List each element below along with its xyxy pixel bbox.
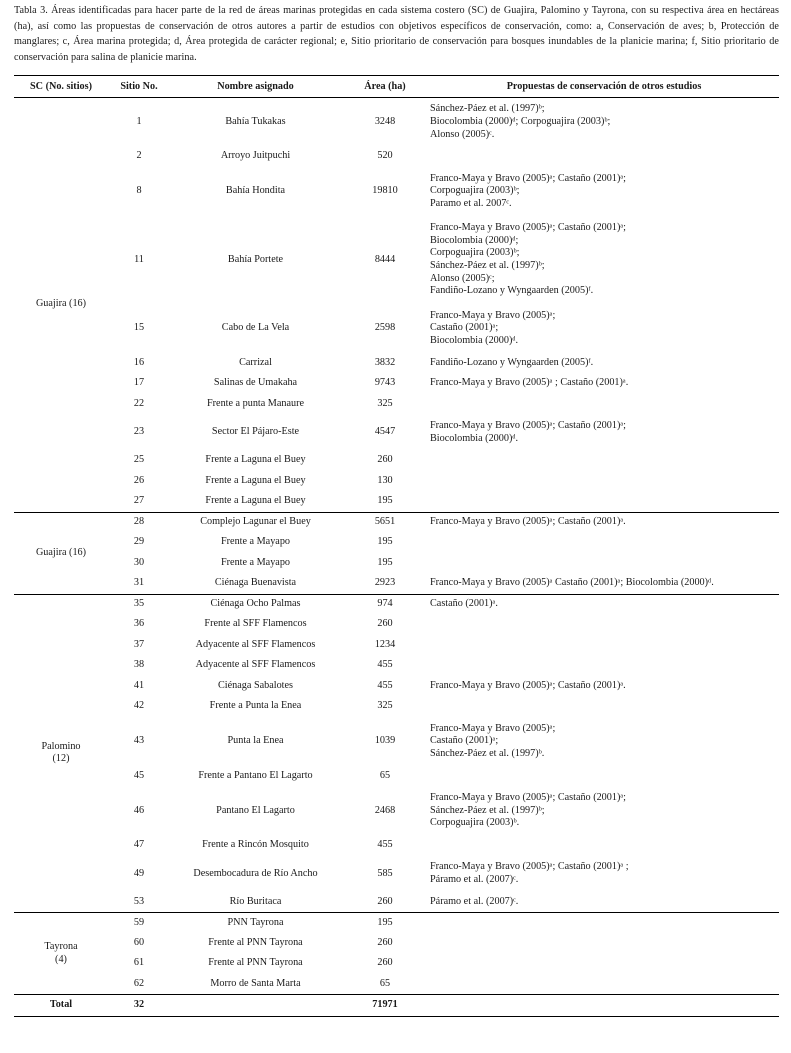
site-number: 61	[133, 957, 145, 969]
site-number: 41	[133, 679, 145, 691]
site-number: 27	[133, 495, 145, 507]
system-cell: Guajira (16)	[35, 298, 87, 310]
proposals-cell	[429, 98, 779, 147]
site-area: 1234	[374, 638, 396, 650]
table-row	[14, 512, 779, 533]
site-area: 455	[377, 679, 393, 691]
proposals-cell	[429, 933, 779, 954]
proposals-cell	[429, 471, 779, 492]
proposal-line: Franco-Maya y Bravo (2005)ᵃ ; Castaño (2001)ᵃ.	[430, 377, 629, 389]
system-count: (12)	[52, 753, 70, 765]
site-area: 19810	[372, 185, 398, 197]
table-row	[14, 167, 779, 216]
proposals-cell	[429, 374, 779, 395]
site-name: Frente a punta Manaure	[206, 397, 305, 409]
site-name: Sector El Pájaro-Este	[211, 426, 300, 438]
site-name: Frente a Mayapo	[220, 556, 291, 568]
table-row	[14, 933, 779, 954]
site-name: Ciénaga Sabalotes	[218, 679, 293, 691]
total-label: Total	[14, 995, 108, 1017]
site-area: 260	[377, 618, 393, 630]
proposals-cell	[429, 766, 779, 787]
proposal-line: Corpoguajira (2003)ᵇ;	[430, 247, 520, 259]
table-row	[14, 676, 779, 697]
site-name: Frente a Punta la Enea	[209, 700, 302, 712]
site-number: 31	[133, 577, 145, 589]
proposals-cell	[429, 451, 779, 472]
site-name: Bahía Hondita	[225, 185, 286, 197]
table-row	[14, 471, 779, 492]
site-number: 17	[133, 377, 145, 389]
site-number: 1	[136, 115, 142, 127]
site-name: Frente a Laguna el Buey	[205, 474, 306, 486]
site-area: 3248	[374, 115, 396, 127]
site-name: Cabo de La Vela	[221, 322, 290, 334]
site-area: 65	[379, 769, 391, 781]
site-area: 520	[377, 150, 393, 162]
site-number: 43	[133, 735, 145, 747]
site-name: Frente a Rincón Mosquito	[202, 839, 309, 851]
site-area: 195	[377, 495, 393, 507]
table-row	[14, 954, 779, 975]
site-number: 62	[133, 977, 145, 989]
table-row	[14, 766, 779, 787]
table-caption: Tabla 3. Áreas identificadas para hacer parte de la red de áreas marinas protegidas en cada sistema costero (SC) de Guajira, Palomino y Tayrona, con su respectiva área en hectáreas (ha), así como las propuestas de conservación de otros autores a partir de estudios con objetivos específicos de conservación, como: a, Conservación de aves; b, Protección de manglares; c, Área marina protegida; d, Área protegida de carácter regional; e, Sitio prioritario de conservación para bosques inundables de la planicie marina; f, Sitio prioritario de conservación para salina de planicie marina.	[14, 5, 779, 63]
proposal-line: Castaño (2001)ᵃ;	[430, 322, 499, 334]
site-number: 16	[133, 356, 145, 368]
site-number: 49	[133, 867, 145, 879]
proposal-line: Alonso (2005)ᶜ.	[430, 128, 495, 140]
site-name: Frente a Laguna el Buey	[205, 454, 306, 466]
proposals-cell	[429, 974, 779, 995]
header-name: Nombre asignado	[170, 76, 341, 98]
site-name: Desembocadura de Río Ancho	[193, 867, 318, 879]
proposals-cell	[429, 615, 779, 636]
site-number: 42	[133, 700, 145, 712]
proposals-cell	[429, 892, 779, 913]
header-sc: SC (No. sitios)	[14, 76, 108, 98]
site-number: 25	[133, 454, 145, 466]
proposals-cell	[429, 415, 779, 451]
site-number: 37	[133, 638, 145, 650]
proposal-line: Corpoguajira (2003)ᵇ;	[430, 185, 520, 197]
site-name: PNN Tayrona	[170, 913, 341, 934]
proposal-line: Franco-Maya y Bravo (2005)ᵃ; Castaño (2001)ᵃ.	[430, 516, 626, 528]
site-area: 5651	[341, 512, 429, 533]
table-row	[14, 374, 779, 395]
proposal-line: Biocolombia (2000)ᵈ;	[430, 234, 519, 246]
table-row	[14, 574, 779, 595]
total-empty-cell	[170, 995, 341, 1017]
proposals-cell	[429, 717, 779, 766]
site-area: 195	[377, 556, 393, 568]
table-row	[14, 492, 779, 513]
site-area: 260	[377, 454, 393, 466]
site-number: 2	[136, 150, 142, 162]
site-name: Pantano El Lagarto	[216, 804, 295, 816]
site-area: 260	[377, 895, 393, 907]
proposal-line: Corpoguajira (2003)ᵇ.	[430, 817, 520, 829]
site-area: 455	[377, 659, 393, 671]
proposal-line: Franco-Maya y Bravo (2005)ᵃ;	[430, 722, 556, 734]
site-area: 2468	[374, 804, 396, 816]
table-row	[14, 216, 779, 304]
site-name: Salinas de Umakaha	[213, 377, 298, 389]
site-number: 47	[133, 839, 145, 851]
table-row	[14, 98, 779, 147]
system-count: (4)	[55, 953, 67, 965]
table-row	[14, 974, 779, 995]
proposals-cell	[429, 836, 779, 857]
table-row	[14, 451, 779, 472]
header-site-no: Sitio No.	[108, 76, 170, 98]
site-area: 9743	[374, 377, 396, 389]
site-number: 11	[134, 253, 144, 265]
proposals-cell	[429, 656, 779, 677]
site-number: 45	[133, 769, 145, 781]
table-row	[14, 717, 779, 766]
site-number: 22	[133, 397, 145, 409]
site-number: 28	[108, 512, 170, 533]
proposal-line: Franco-Maya y Bravo (2005)ᵃ Castaño (2001)ᵃ; Biocolombia (2000)ᵈ.	[430, 577, 714, 589]
data-table	[14, 75, 779, 1017]
site-name: Frente al PNN Tayrona	[208, 957, 303, 969]
proposal-line: Fandiño-Lozano y Wyngaarden (2005)ᶠ.	[430, 285, 594, 297]
site-number: 60	[133, 936, 145, 948]
table-row	[14, 656, 779, 677]
proposals-cell	[429, 676, 779, 697]
site-number: 15	[133, 322, 145, 334]
site-number: 59	[108, 913, 170, 934]
site-area: 455	[377, 839, 393, 851]
site-name: Adyacente al SFF Flamencos	[195, 638, 316, 650]
site-area: 8444	[374, 253, 396, 265]
site-area: 195	[377, 536, 393, 548]
proposal-line: Páramo et al. (2007)ᶜ.	[430, 895, 519, 907]
system-name: Tayrona	[44, 940, 78, 952]
proposal-line: Franco-Maya y Bravo (2005)ᵃ; Castaño (2001)ᵃ.	[430, 679, 626, 691]
proposals-cell	[429, 856, 779, 892]
site-name: Ciénaga Buenavista	[214, 577, 297, 589]
header-row	[14, 76, 779, 98]
site-area: 585	[377, 867, 393, 879]
proposal-line: Castaño (2001)ᵃ;	[430, 735, 499, 747]
table-row	[14, 415, 779, 451]
site-area: 974	[341, 594, 429, 615]
site-number: 46	[133, 804, 145, 816]
site-area: 260	[377, 957, 393, 969]
proposals-cell	[429, 594, 779, 615]
site-area: 260	[377, 936, 393, 948]
system-name: Palomino	[41, 740, 81, 752]
proposal-line: Franco-Maya y Bravo (2005)ᵃ; Castaño (2001)ᵃ;	[430, 172, 626, 184]
site-number: 26	[133, 474, 145, 486]
proposal-line: Sánchez-Páez et al. (1997)ᵇ;	[430, 804, 545, 816]
proposals-cell	[429, 913, 779, 934]
table-row	[14, 553, 779, 574]
site-area: 325	[377, 397, 393, 409]
site-number: 29	[133, 536, 145, 548]
site-number: 53	[133, 895, 145, 907]
system-cell: Guajira (16)	[14, 512, 108, 594]
site-name: Morro de Santa Marta	[210, 977, 301, 989]
site-number: 36	[133, 618, 145, 630]
proposal-line: Alonso (2005)ᶜ;	[430, 272, 495, 284]
total-empty-cell	[429, 995, 779, 1017]
site-number: 30	[133, 556, 145, 568]
proposal-line: Franco-Maya y Bravo (2005)ᵃ; Castaño (2001)ᵃ;	[430, 419, 626, 431]
site-area: 2598	[374, 322, 396, 334]
proposal-line: Biocolombia (2000)ᵈ.	[430, 432, 519, 444]
proposals-cell	[429, 697, 779, 718]
site-area: 65	[379, 977, 391, 989]
table-row	[14, 836, 779, 857]
site-name: Ciénaga Ocho Palmas	[170, 594, 341, 615]
site-name: Frente al PNN Tayrona	[208, 936, 303, 948]
site-number: 35	[108, 594, 170, 615]
system-cell	[14, 594, 108, 913]
site-name: Punta la Enea	[227, 735, 284, 747]
table-row	[14, 147, 779, 168]
total-sites: 32	[108, 995, 170, 1017]
site-area: 325	[377, 700, 393, 712]
proposal-line: Franco-Maya y Bravo (2005)ᵃ;	[430, 309, 556, 321]
proposal-line: Fandiño-Lozano y Wyngaarden (2005)ᶠ.	[430, 356, 594, 368]
proposals-cell	[429, 553, 779, 574]
proposal-line: Paramo et al. 2007ᶜ.	[430, 197, 512, 209]
table-row	[14, 394, 779, 415]
proposals-cell	[429, 216, 779, 304]
site-name: Río Buritaca	[229, 895, 282, 907]
proposals-cell	[429, 167, 779, 216]
site-area: 195	[341, 913, 429, 934]
proposals-cell	[429, 147, 779, 168]
site-area: 130	[377, 474, 393, 486]
proposals-cell	[429, 492, 779, 513]
site-area: 3832	[374, 356, 396, 368]
proposals-cell	[429, 353, 779, 374]
site-name: Frente a Mayapo	[220, 536, 291, 548]
total-row	[14, 995, 779, 1017]
table-row	[14, 635, 779, 656]
table-row	[14, 533, 779, 554]
site-name: Frente a Laguna el Buey	[205, 495, 306, 507]
table-row	[14, 856, 779, 892]
proposals-cell	[429, 574, 779, 595]
table-row	[14, 304, 779, 353]
site-name: Bahía Tukakas	[225, 115, 286, 127]
proposals-cell	[429, 635, 779, 656]
site-name: Arroyo Juitpuchi	[220, 150, 291, 162]
site-number: 8	[136, 185, 142, 197]
site-area: 2923	[374, 577, 396, 589]
site-name: Frente al SFF Flamencos	[204, 618, 307, 630]
site-name: Bahía Portete	[227, 253, 284, 265]
site-area: 1039	[374, 735, 396, 747]
table-row	[14, 913, 779, 934]
site-name: Carrizal	[239, 356, 272, 368]
table-body	[14, 98, 779, 995]
site-area: 4547	[374, 426, 396, 438]
site-number: 38	[133, 659, 145, 671]
proposal-line: Franco-Maya y Bravo (2005)ᵃ; Castaño (2001)ᵃ ;	[430, 861, 629, 873]
header-proposals: Propuestas de conservación de otros estudios	[429, 76, 779, 98]
header-area: Área (ha)	[341, 76, 429, 98]
proposals-cell	[429, 787, 779, 836]
total-area: 71971	[341, 995, 429, 1017]
site-number: 23	[133, 426, 145, 438]
site-name: Frente a Pantano El Lagarto	[198, 769, 313, 781]
system-cell	[14, 913, 108, 995]
table-row	[14, 594, 779, 615]
proposals-cell	[429, 533, 779, 554]
proposals-cell	[429, 394, 779, 415]
proposals-cell	[429, 512, 779, 533]
site-name: Adyacente al SFF Flamencos	[195, 659, 316, 671]
proposal-line: Franco-Maya y Bravo (2005)ᵃ; Castaño (2001)ᵃ;	[430, 792, 626, 804]
proposal-line: Castaño (2001)ᵃ.	[430, 598, 498, 610]
proposals-cell	[429, 954, 779, 975]
proposal-line: Franco-Maya y Bravo (2005)ᵃ; Castaño (2001)ᵃ;	[430, 222, 626, 234]
proposal-line: Sánchez-Páez et al. (1997)ᵇ;	[430, 103, 545, 115]
proposal-line: Sánchez-Páez et al. (1997)ᵇ.	[430, 747, 545, 759]
proposal-line: Páramo et al. (2007)ᶜ.	[430, 874, 519, 885]
site-name: Complejo Lagunar el Buey	[170, 512, 341, 533]
proposal-line: Sánchez-Páez et al. (1997)ᵇ;	[430, 260, 545, 271]
proposals-cell	[429, 304, 779, 353]
table-row	[14, 615, 779, 636]
table-row	[14, 353, 779, 374]
proposal-line: Biocolombia (2000)ᵈ; Corpoguajira (2003)ᵇ;	[430, 115, 611, 127]
table-row	[14, 697, 779, 718]
table-row	[14, 787, 779, 836]
table-row	[14, 892, 779, 913]
proposal-line: Biocolombia (2000)ᵈ.	[430, 334, 519, 346]
